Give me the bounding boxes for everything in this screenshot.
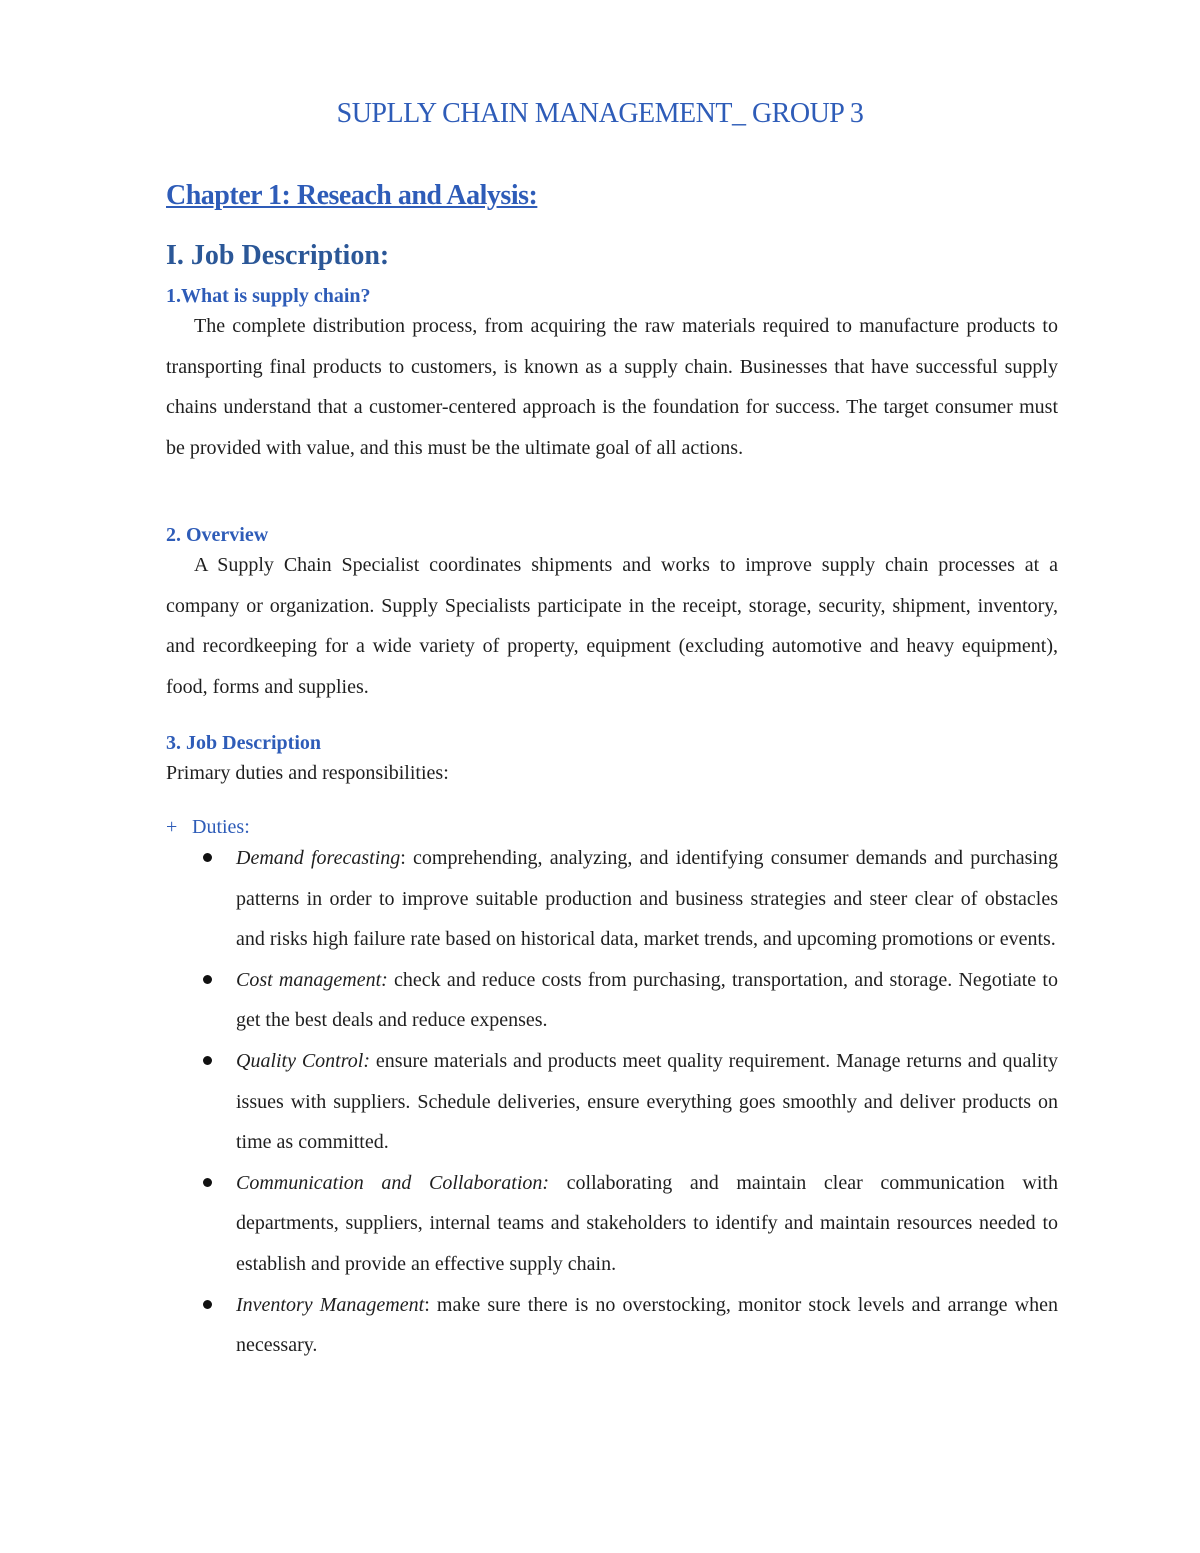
- list-item: Inventory Management: make sure there is no overstocking, monitor stock levels and arrange when necessary.: [236, 1285, 1058, 1366]
- subheading-overview: 2. Overview: [166, 524, 269, 546]
- section-heading: I. Job Description:: [166, 240, 390, 271]
- duty-term: Inventory Management: [236, 1293, 425, 1316]
- plus-icon: +: [166, 816, 178, 838]
- duty-text: collaborating and maintain clear communication with departments, suppliers, internal teams and stakeholders to identify and maintain resources needed to establish and provide an effective supply chain.: [236, 1171, 1058, 1275]
- duty-term: Quality Control:: [236, 1049, 370, 1072]
- list-item: [236, 1041, 1058, 1163]
- duties-intro: Primary duties and responsibilities:: [166, 762, 449, 784]
- duty-text: check and reduce costs from purchasing, transportation, and storage. Negotiate to get the best deals and reduce expenses.: [236, 968, 1058, 1032]
- bullet-icon: [203, 975, 212, 984]
- paragraph-supply-chain: [166, 306, 1058, 468]
- document-title: SUPLLY CHAIN MANAGEMENT_ GROUP 3: [336, 98, 864, 129]
- bullet-icon: [203, 853, 212, 862]
- duty-text: comprehending, analyzing, and identifying consumer demands and purchasing patterns in order to improve suitable production and business strategies and steer clear of obstacles and risks high failure rate based on historical data, market trends, and upcoming promotions or events.: [236, 847, 1058, 951]
- duties-label: [166, 816, 250, 839]
- duty-term: Cost management:: [236, 968, 388, 991]
- subheading-job-description: 3. Job Description: [166, 732, 321, 754]
- duty-text: make sure there is no overstocking, monitor stock levels and arrange when necessary.: [236, 1293, 1058, 1357]
- list-item: [236, 960, 1058, 1041]
- duties-list: [236, 838, 1058, 1366]
- list-item: [236, 1163, 1058, 1285]
- duties-label-text: Duties:: [192, 816, 250, 838]
- duty-term: Demand forecasting: [236, 847, 401, 869]
- bullet-icon: [203, 1056, 212, 1065]
- paragraph-overview-text: A Supply Chain Specialist coordinates shipments and works to improve supply chain processes at a company or organization. Supply Specialists participate in the receipt, storage, security, shipment, inventory, and recordkeeping for a wide variety of property, equipment (excluding automotive and heavy equipment), food, forms and supplies.: [166, 554, 1058, 698]
- paragraph-supply-chain-text: The complete distribution process, from acquiring the raw materials required to manufacture products to transporting final products to customers, is known as a supply chain. Businesses that have successful supply chains understand that a customer-centered approach is the foundation for success. The target consumer must be provided with value, and this must be the ultimate goal of all actions.: [166, 315, 1058, 459]
- paragraph-overview: [166, 545, 1058, 707]
- list-item: Demand forecasting: comprehending, analyzing, and identifying consumer demands and purchasing patterns in order to improve suitable production and business strategies and steer clear of obstacles and risks high failure rate based on historical data, market trends, and upcoming promotions or events.: [236, 838, 1058, 960]
- duty-term: Communication and Collaboration:: [236, 1171, 550, 1194]
- duty-text: ensure materials and products meet quality requirement. Manage returns and quality issues with suppliers. Schedule deliveries, ensure everything goes smoothly and deliver products on time as committed.: [236, 1049, 1058, 1154]
- chapter-heading: Chapter 1: Reseach and Aalysis:: [166, 180, 538, 211]
- bullet-icon: [203, 1300, 212, 1309]
- subheading-what-is-supply-chain: 1.What is supply chain?: [166, 285, 371, 307]
- bullet-icon: [203, 1178, 212, 1187]
